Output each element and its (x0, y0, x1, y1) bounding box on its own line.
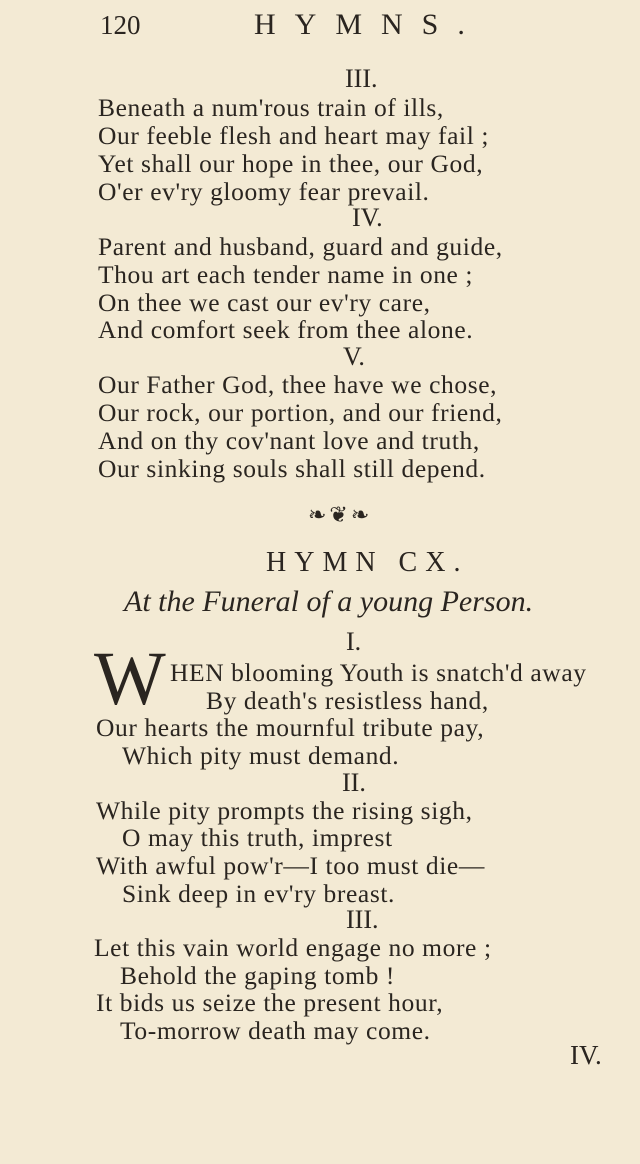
verse-line: HEN blooming Youth is snatch'd away (170, 658, 587, 687)
verse-line: Our hearts the mournful tribute pay, (96, 713, 485, 742)
hymn-title: HYMN CX. (266, 547, 469, 578)
verse-line: Yet shall our hope in thee, our God, (98, 149, 484, 178)
ornament-divider: ❧❦❧ (308, 502, 373, 527)
stanza-number: II. (342, 768, 366, 797)
verse-line: O may this truth, imprest (122, 823, 393, 852)
stanza-number: III. (346, 905, 379, 934)
verse-line: Our feeble flesh and heart may fail ; (98, 121, 490, 150)
verse-line: O'er ev'ry gloomy fear prevail. (98, 177, 430, 206)
stanza-number: V. (343, 342, 365, 371)
verse-line: Thou art each tender name in one ; (98, 260, 474, 289)
hymn-subtitle: At the Funeral of a young Person. (124, 585, 534, 618)
verse-line: Let this vain world engage no more ; (94, 933, 492, 962)
verse-line: Behold the gaping tomb ! (120, 961, 396, 990)
stanza-number: III. (345, 64, 378, 93)
verse-line: And on thy cov'nant love and truth, (98, 426, 480, 455)
page-number: 120 (100, 10, 141, 40)
verse-line: Sink deep in ev'ry breast. (122, 879, 396, 908)
running-head: HYMNS. (254, 8, 484, 41)
drop-cap: W (94, 637, 166, 721)
verse-line: To-morrow death may come. (120, 1016, 431, 1045)
stanza-number: IV. (352, 203, 383, 232)
verse-line: Which pity must demand. (122, 741, 400, 770)
verse-line: Our Father God, thee have we chose, (98, 370, 498, 399)
verse-line: Our rock, our portion, and our friend, (98, 398, 503, 427)
verse-line: And comfort seek from thee alone. (98, 315, 474, 344)
verse-line: On thee we cast our ev'ry care, (98, 288, 431, 317)
catchword: IV. (570, 1040, 602, 1070)
stanza-number: I. (346, 627, 362, 656)
verse-line: While pity prompts the rising sigh, (96, 796, 473, 825)
verse-line: With awful pow'r—I too must die— (96, 851, 485, 880)
verse-line: Our sinking souls shall still depend. (98, 454, 486, 483)
verse-line: By death's resistless hand, (206, 686, 489, 715)
verse-line: It bids us seize the present hour, (96, 988, 444, 1017)
verse-line: Parent and husband, guard and guide, (98, 232, 503, 261)
verse-line: Beneath a num'rous train of ills, (98, 93, 444, 122)
